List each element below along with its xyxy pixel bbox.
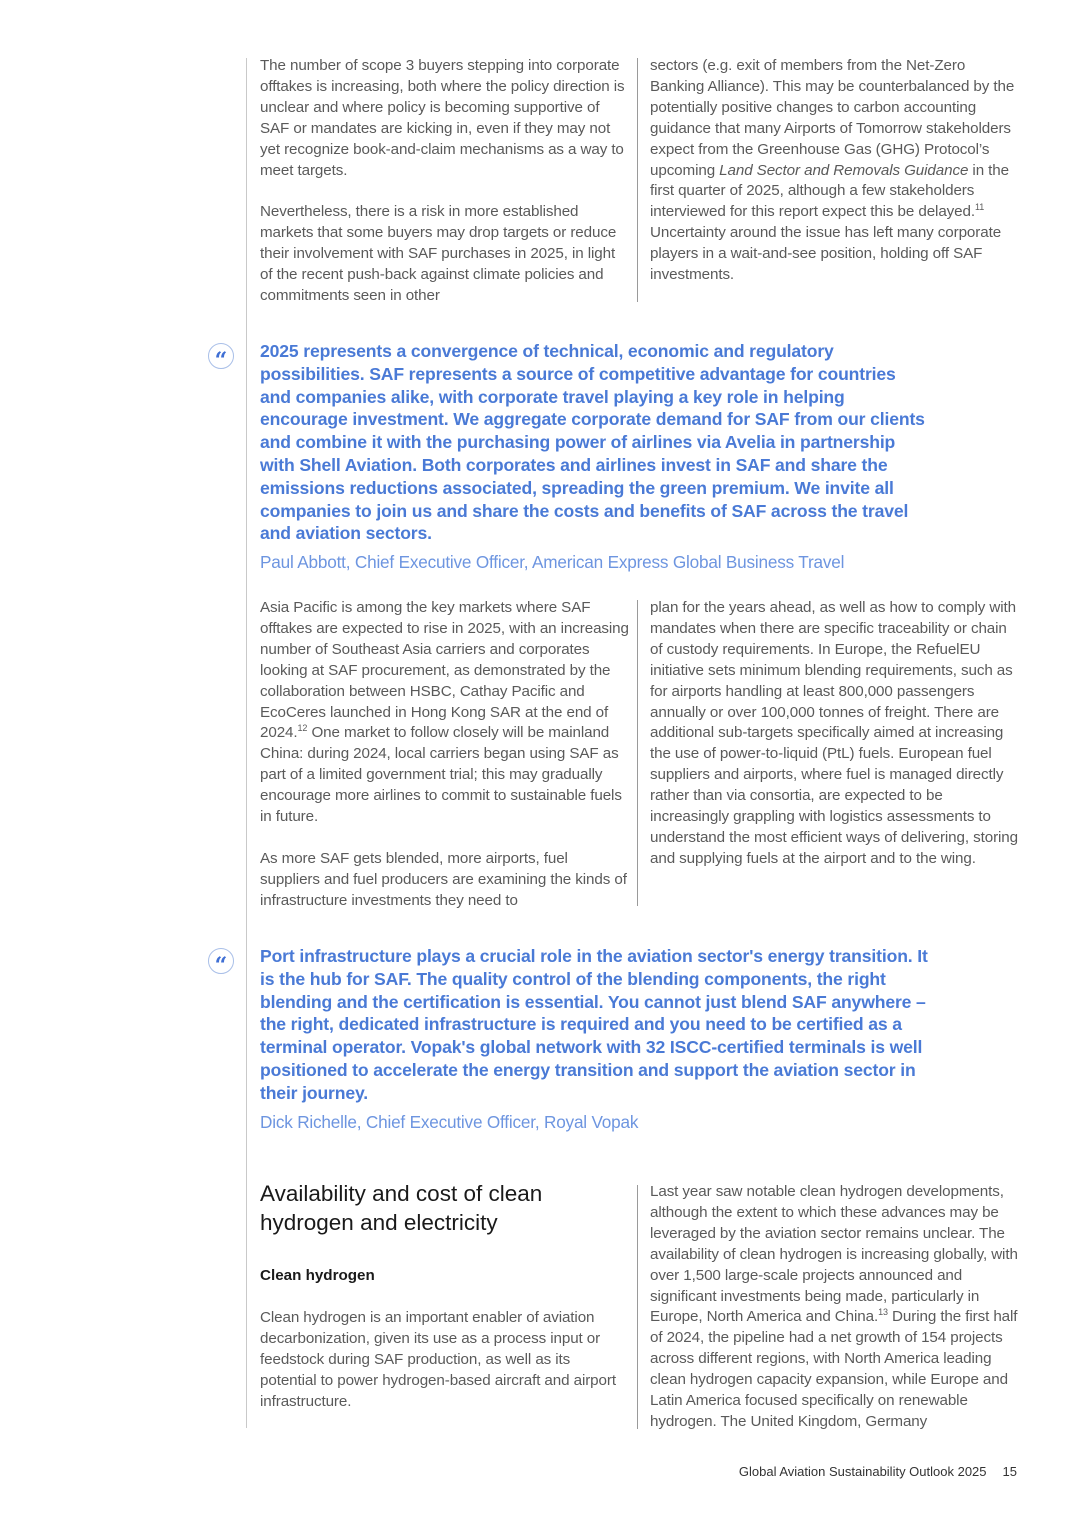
section3-left-column (260, 1308, 630, 1413)
quote-attribution: Dick Richelle, Chief Executive Officer, Royal Vopak (260, 1112, 639, 1132)
column-divider (637, 58, 638, 302)
guidance-title: Land Sector and Removals Guidance (719, 161, 969, 179)
body-paragraph: Last year saw notable clean hydrogen developments, although the extent to which these advances may be leveraged by the aviation sector remains unclear. The availability of clean hydrogen is increasing globally, with over 1,500 large-scale projects announced and significant investments being made, particularly in Europe, North America and China.$^{13}$ During the first half of 2024, the pipeline had a net growth of 154 projects across different regions, with North America leading clean hydrogen capacity expansion, while Europe and Latin America focused specifically on renewable hydrogen. The United Kingdom, Germany (650, 1183, 1018, 1430)
section-heading: Availability and cost of clean hydrogen and electricity (260, 1181, 543, 1235)
column-divider (637, 600, 638, 906)
section1-right-column (650, 56, 1020, 286)
section3-right-column (650, 1182, 1020, 1433)
body-paragraph: Clean hydrogen is an important enabler of aviation decarbonization, given its use as a process input or feedstock during SAF production, as well as its potential to power hydrogen-based aircraft and airport infrastructure. (260, 1309, 616, 1410)
pull-quote-2 (208, 945, 928, 1135)
column-divider (637, 1185, 638, 1429)
body-paragraph: plan for the years ahead, as well as how to comply with mandates when there are specific traceability or chain of custody requirements. In Europe, the RefuelEU initiative sets minimum blending requirements, such as for airports handling at least 800,000 passengers annually or over 100,000 tonnes of freight. There are additional sub-targets specifically aimed at increasing the use of power-to-liquid (PtL) fuels. European fuel suppliers and airports, where fuel is managed directly rather than via consortia, are expected to be increasingly grappling with logistics assessments to understand the most efficient ways of delivering, storing and supplying fuels at the airport and to the wing. (650, 599, 1019, 867)
section2-right-column (650, 598, 1020, 870)
quote-text: 2025 represents a convergence of technical, economic and regulatory possibilities. SAF represents a source of competitive advantage for countries and companies alike, with corporate travel playing a key role in helping encourage investment. We aggregate corporate demand for SAF from our clients and combine it with the purchasing power of airlines via Avelia in partnership with Shell Aviation. Both corporates and airlines invest in SAF and share the emissions reductions associated, spreading the green premium. We invite all companies to join us and share the costs and benefits of SAF across the travel and aviation sectors. (260, 341, 925, 544)
section2-left-column (260, 598, 630, 912)
subsection-heading: Clean hydrogen (260, 1267, 375, 1284)
body-paragraph: sectors (e.g. exit of members from the Net-Zero Banking Alliance). This may be counterbalanced by the potentially positive changes to carbon accounting guidance that many Airports of Tomorrow stakeholders expect from the Greenhouse Gas (GHG) Protocol’s upcoming Land Sector and Removals Guidance in the first quarter of 2025, although a few stakeholders interviewed for this report expect this be delayed.$^{11}$ Uncertainty around the issue has left many corporate players in a wait-and-see position, holding off SAF investments. (650, 57, 1015, 284)
quote-attribution: Paul Abbott, Chief Executive Officer, American Express Global Business Travel (260, 552, 845, 572)
footnote-ref: 13 (878, 1307, 888, 1318)
pull-quote-1 (208, 340, 928, 580)
body-paragraph: Nevertheless, there is a risk in more established markets that some buyers may drop targets or reduce their involvement with SAF purchases in 2025, in light of the recent push-back against climate policies and commitments seen in other (260, 203, 617, 304)
body-paragraph: Asia Pacific is among the key markets where SAF offtakes are expected to rise in 2025, with an increasing number of Southeast Asia carriers and corporates looking at SAF procurement, as demonstrated by the collaboration between HSBC, Cathay Pacific and EcoCeres launched in Hong Kong SAR at the end of 2024.12 One market to follow closely will be mainland China: during 2024, local carriers began using SAF as part of a limited government trial; this may gradually encourage more airlines to commit to sustainable fuels in future. (260, 599, 629, 826)
footer-title: Global Aviation Sustainability Outlook 2025 (738, 1464, 987, 1479)
page-number: 15 (1002, 1464, 1017, 1479)
quote-mark-icon: “ (208, 343, 234, 369)
footnote-ref: 11 (974, 202, 985, 213)
quote-text: Port infrastructure plays a crucial role in the aviation sector's energy transition. It is the hub for SAF. The quality control of the blending components, the right blending and the certification is essential. You cannot just blend SAF anywhere – the right, dedicated infrastructure is required and you need to be certified as a terminal operator. Vopak's global network with 32 ISCC-certified terminals is well positioned to accelerate the energy transition and support the aviation sector in their journey. (260, 946, 928, 1103)
section1-left-column (260, 56, 630, 307)
left-margin-rule (246, 58, 247, 1428)
body-paragraph: As more SAF gets blended, more airports, fuel suppliers and fuel producers are examining the kinds of infrastructure investments they need to (260, 849, 627, 909)
body-paragraph: The number of scope 3 buyers stepping into corporate offtakes is increasing, both where the policy direction is unclear and where policy is becoming supportive of SAF or mandates are kicking in, even if they may not yet recognize book-and-claim mechanisms as a way to meet targets. (260, 57, 625, 179)
quote-mark-icon: “ (208, 948, 234, 974)
page-footer (600, 1464, 1017, 1479)
footnote-ref: 12 (297, 723, 308, 734)
